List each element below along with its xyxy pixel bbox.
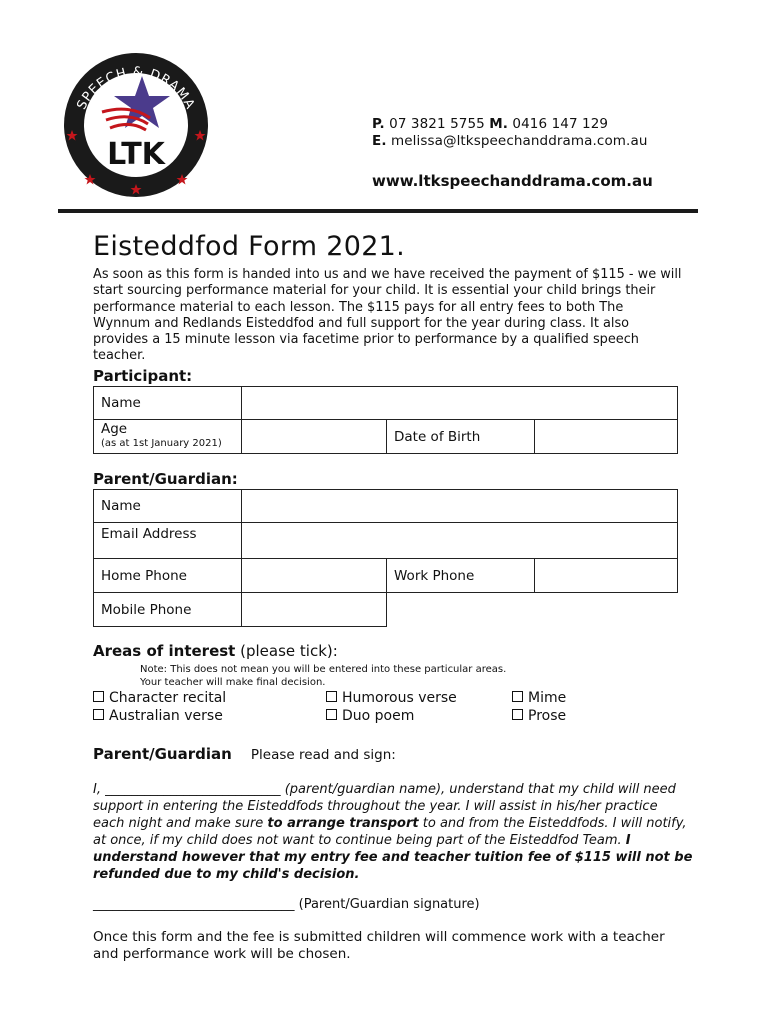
sign-heading: Parent/Guardian: [93, 745, 232, 763]
checkbox-prose[interactable]: Prose: [512, 707, 566, 725]
home-phone-label: Home Phone: [94, 559, 242, 593]
guardian-email-label: Email Address: [94, 523, 242, 559]
home-phone-field[interactable]: [242, 559, 387, 593]
form-title: Eisteddfod Form 2021.: [93, 231, 406, 262]
participant-age-label: Age (as at 1st January 2021): [94, 420, 242, 454]
mobile-phone-field[interactable]: [242, 593, 387, 627]
age-note: (as at 1st January 2021): [101, 438, 222, 449]
mobile-number: 0416 147 129: [512, 116, 609, 132]
checkbox-icon[interactable]: [93, 691, 104, 702]
phone-number: 07 3821 5755: [389, 116, 485, 132]
email-address[interactable]: melissa@ltkspeechanddrama.com.au: [390, 133, 648, 149]
closing-paragraph: Once this form and the fee is submitted children will commence work with a teacher and performance work will be chosen.: [93, 929, 665, 962]
sign-heading-row: [93, 744, 396, 763]
checkbox-character-recital[interactable]: Character recital: [93, 689, 226, 707]
ltk-logo: [60, 52, 212, 198]
mobile-phone-label: Mobile Phone: [94, 593, 242, 627]
participant-name-label: Name: [94, 387, 242, 420]
logo-initials: LTK: [107, 137, 165, 172]
work-phone-label: Work Phone: [387, 559, 535, 593]
participant-age-field[interactable]: [242, 420, 387, 454]
signature-label: (Parent/Guardian signature): [298, 897, 480, 912]
participant-table: [93, 386, 678, 454]
email-line: E. melissa@ltkspeechanddrama.com.au: [372, 133, 648, 149]
guardian-table: [93, 489, 678, 627]
interests-note: Note: This does not mean you will be entered into these particular areas. Your teacher will make final decision.: [140, 664, 507, 688]
sign-instruction: Please read and sign:: [250, 747, 396, 763]
participant-dob-field[interactable]: [535, 420, 678, 454]
participant-dob-label: Date of Birth: [387, 420, 535, 454]
contact-block: [372, 116, 647, 150]
checkbox-icon[interactable]: [512, 709, 523, 720]
guardian-heading: Parent/Guardian:: [93, 470, 238, 488]
blank-cell: [387, 593, 678, 627]
logo-arc-text: SPEECH & DRAMA: [74, 64, 198, 113]
guardian-name-field[interactable]: [242, 490, 678, 523]
checkbox-icon[interactable]: [326, 691, 337, 702]
signature-line[interactable]: _______________________________: [93, 897, 295, 912]
intro-paragraph: As soon as this form is handed into us and we have received the payment of $115 - we will start sourcing performance material for your child. It is essential your child brings their performance material to each lesson. The $115 pays for all entry fees to both The Wynnum and Redlands Eisteddfod and full support for the year during class. It also provides a 15 minute lesson via facetime prior to performance by a qualified speech teacher.: [93, 267, 682, 364]
participant-name-field[interactable]: [242, 387, 678, 420]
checkbox-duo-poem[interactable]: Duo poem: [326, 707, 414, 725]
guardian-email-field[interactable]: [242, 523, 678, 559]
header-divider: [58, 209, 698, 213]
checkbox-australian-verse[interactable]: Australian verse: [93, 707, 223, 725]
guardian-name-label: Name: [94, 490, 242, 523]
declaration-text: I, ___________________________ (parent/guardian name), understand that my child will need support in entering the Eisteddfods throughout the year. I will assist in his/her practice each night and make sure to arrange transport to and from the Eisteddfods. I will notify, at once, if my child does not want to continue being part of the Eisteddfod Team. I understand however that my entry fee and teacher tuition fee of $115 will not be refunded due to my child's decision.: [93, 782, 693, 882]
interests-heading: Areas of interest (please tick):: [93, 642, 338, 660]
signature-row[interactable]: [93, 897, 480, 912]
work-phone-field[interactable]: [535, 559, 678, 593]
checkbox-mime[interactable]: Mime: [512, 689, 566, 707]
checkbox-icon[interactable]: [512, 691, 523, 702]
phone-line: P. 07 3821 5755 M. 0416 147 129: [372, 116, 609, 132]
checkbox-icon[interactable]: [326, 709, 337, 720]
participant-heading: Participant:: [93, 367, 193, 385]
website-link[interactable]: www.ltkspeechanddrama.com.au: [372, 172, 653, 190]
checkbox-humorous-verse[interactable]: Humorous verse: [326, 689, 457, 707]
checkbox-icon[interactable]: [93, 709, 104, 720]
